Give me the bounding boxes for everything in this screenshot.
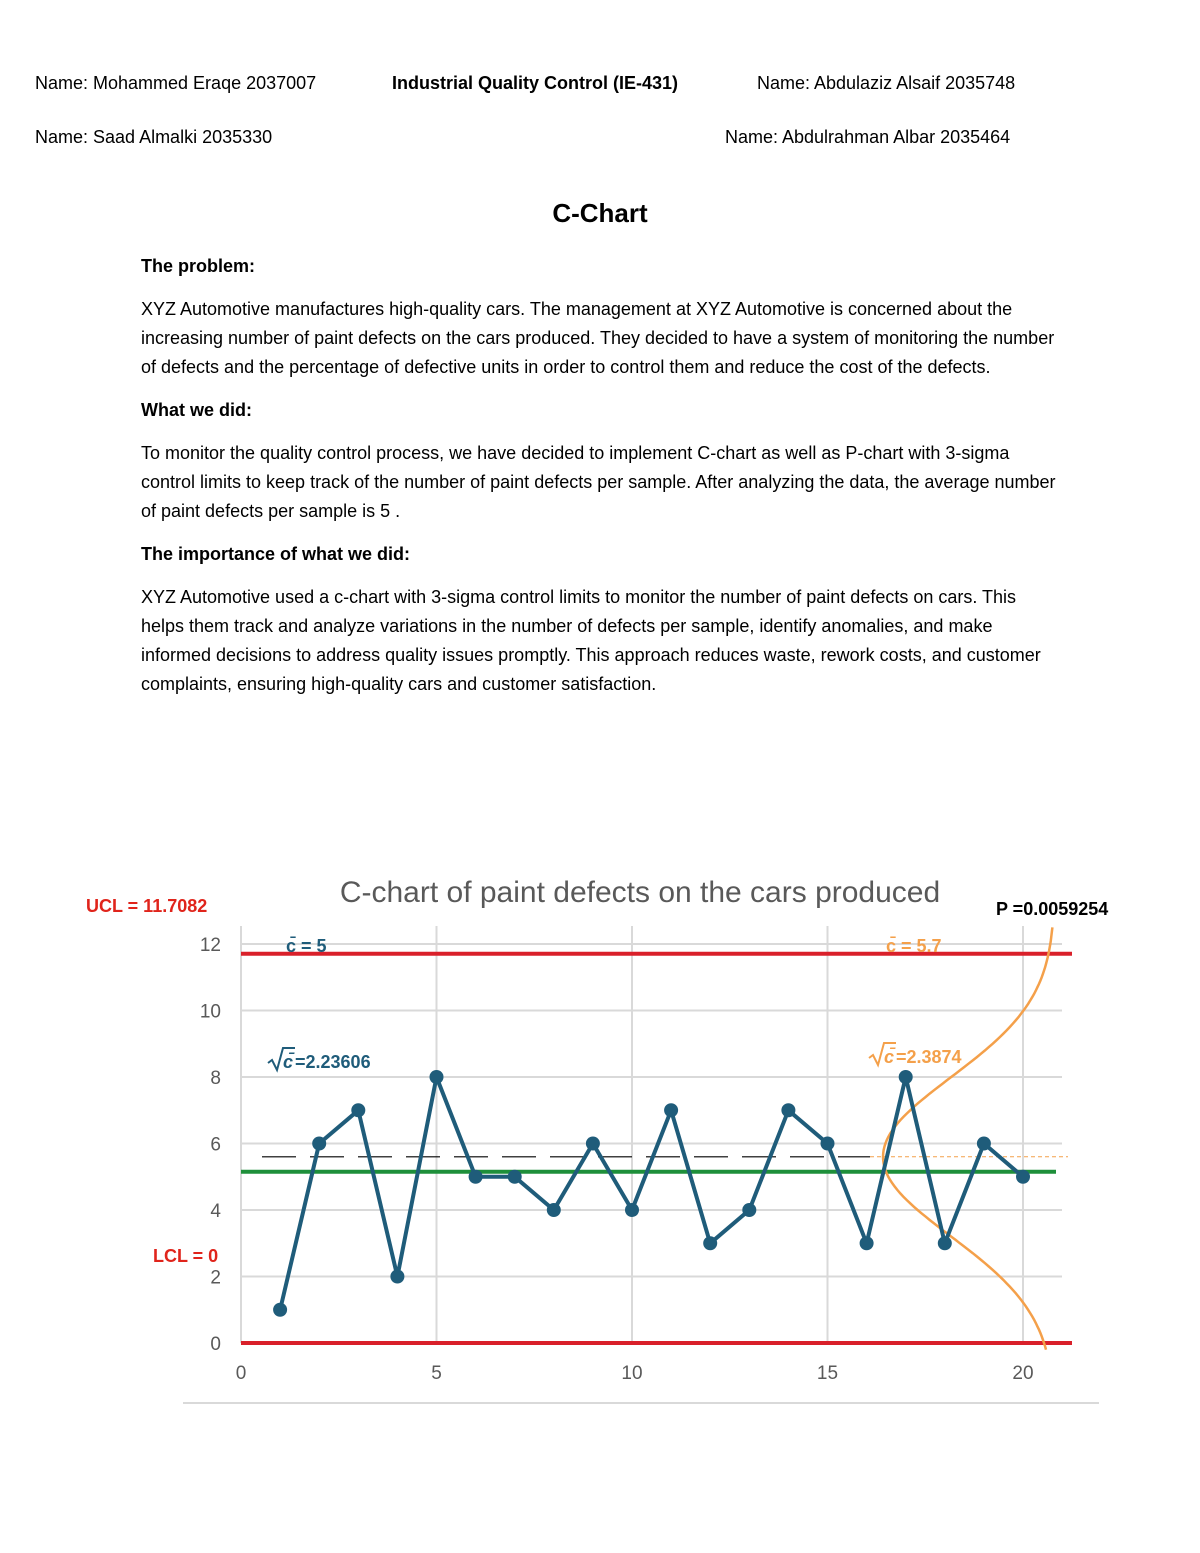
x-tick-label: 10	[621, 1363, 643, 1384]
normal-curve	[883, 927, 1052, 1349]
course-title: Industrial Quality Control (IE-431)	[392, 73, 679, 93]
sqrt-c-variable: c̄	[283, 1052, 294, 1072]
document-body	[141, 252, 1056, 713]
data-point	[1016, 1170, 1030, 1184]
student-name-3: Name: Saad Almalki 2035330	[35, 127, 273, 147]
problem-heading: The problem:	[141, 256, 256, 276]
data-point	[938, 1236, 952, 1250]
importance-paragraph: XYZ Automotive used a c-chart with 3-sigma control limits to monitor the number of paint defects on cars. This helps them track and analyze variations in the number of defects per sample, identify anomalies, and make informed decisions to address quality issues promptly. This approach reduces waste, rework costs, and customer complaints, ensuring high-quality cars and customer satisfaction.	[141, 587, 1041, 694]
data-point	[273, 1303, 287, 1317]
chart-title: C-chart of paint defects on the cars produced	[339, 876, 941, 909]
p-value-label: P =0.0059254	[996, 899, 1109, 919]
x-tick-label: 0	[235, 1363, 247, 1384]
sqrt-c-label	[268, 1048, 371, 1072]
data-point	[664, 1103, 678, 1117]
normal-distribution-curve	[883, 927, 1052, 1349]
document-title: C-Chart	[552, 198, 648, 228]
data-point	[899, 1070, 913, 1084]
importance-heading: The importance of what we did:	[141, 544, 411, 564]
data-point	[586, 1137, 600, 1151]
c-chart	[0, 850, 1200, 1420]
data-point	[977, 1137, 991, 1151]
data-point	[430, 1070, 444, 1084]
data-point	[860, 1236, 874, 1250]
sqrt-c-label-2	[869, 1043, 962, 1067]
chart-ticks	[200, 935, 1034, 1384]
data-series	[273, 1070, 1030, 1317]
y-tick-label: 10	[199, 1001, 221, 1023]
data-point	[469, 1170, 483, 1184]
cbar-label: c̄ = 5	[286, 936, 327, 956]
data-point	[781, 1103, 795, 1117]
data-point	[625, 1203, 639, 1217]
data-point	[390, 1270, 404, 1284]
problem-paragraph: XYZ Automotive manufactures high-quality cars. The management at XYZ Automotive is concerned about the increasing number of paint defects on the cars produced. They decided to have a system of monitoring the number of defects and the percentage of defective units in order to control them and reduce the cost of the defects.	[141, 299, 1055, 377]
data-point	[312, 1137, 326, 1151]
data-point	[742, 1203, 756, 1217]
y-tick-label: 4	[210, 1201, 221, 1222]
what-we-did-heading: What we did:	[141, 400, 252, 420]
y-tick-label: 2	[210, 1267, 221, 1289]
student-name-1: Name: Mohammed Eraqe 2037007	[35, 73, 317, 93]
sqrt-c-value-2: =2.3874	[896, 1047, 962, 1067]
data-point	[547, 1203, 561, 1217]
what-we-did-paragraph: To monitor the quality control process, we have decided to implement C-chart as well as P-chart with 3-sigma control limits to keep track of the number of paint defects per sample. After analyzing the data, the average number of paint defects per sample is 5 .	[141, 443, 1056, 521]
lcl-label: LCL = 0	[153, 1246, 219, 1266]
cbar-label-2: c̄ = 5.7	[886, 936, 942, 956]
sqrt-c-variable-2: c̄	[884, 1047, 895, 1067]
data-point	[351, 1103, 365, 1117]
sqrt-c-value: =2.23606	[295, 1052, 371, 1072]
data-point	[703, 1236, 717, 1250]
x-tick-label: 20	[1012, 1363, 1034, 1384]
ucl-label: UCL = 11.7082	[86, 896, 208, 916]
x-tick-label: 5	[431, 1363, 442, 1384]
student-name-4: Name: Abdulrahman Albar 2035464	[725, 127, 1011, 147]
data-point	[508, 1170, 522, 1184]
y-tick-label: 12	[199, 935, 221, 956]
data-point	[821, 1137, 835, 1151]
x-tick-label: 15	[816, 1363, 839, 1384]
student-name-2: Name: Abdulaziz Alsaif 2035748	[757, 73, 1016, 93]
y-tick-label: 0	[210, 1334, 221, 1355]
y-tick-label: 6	[210, 1134, 221, 1156]
y-tick-label: 8	[210, 1068, 221, 1089]
